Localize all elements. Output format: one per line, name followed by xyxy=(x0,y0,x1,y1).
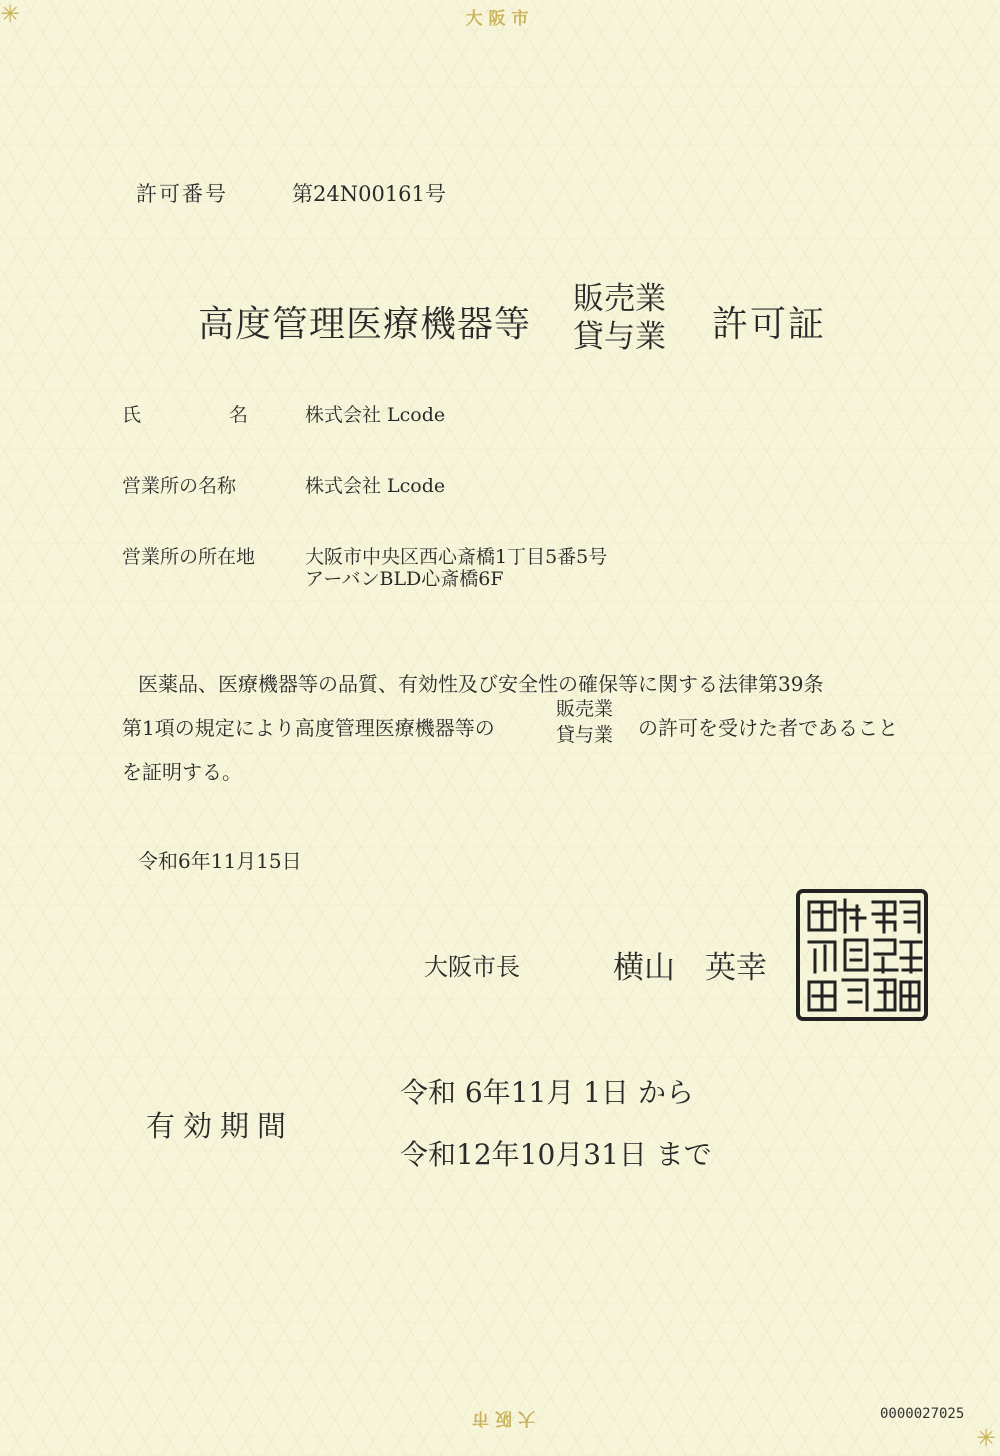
serial-number: 0000027025 xyxy=(880,1406,965,1422)
issuer-given-name: 英幸 xyxy=(705,950,767,986)
validity-to: 令和12年10月31日 まで xyxy=(400,1138,712,1171)
address-line2: アーバンBLD心斎橋6F xyxy=(305,568,504,590)
validity-from: 令和 6年11月 1日 から xyxy=(400,1076,694,1109)
certificate-title-main: 高度管理医療機器等 xyxy=(198,304,532,345)
certificate-title-suffix: 許可証 xyxy=(712,304,827,345)
address-line1: 大阪市中央区西心斎橋1丁目5番5号 xyxy=(305,546,608,568)
license-number: 第24N00161号 xyxy=(292,182,446,206)
body-line1: 医薬品、医療機器等の品質、有効性及び安全性の確保等に関する法律第39条 xyxy=(138,672,824,696)
city-mark-bottom: 大阪市 xyxy=(465,1408,535,1428)
issuer-name xyxy=(613,942,767,987)
name-value: 株式会社 Lcode xyxy=(305,404,446,426)
issuer-title: 大阪市長 xyxy=(424,953,520,981)
certificate-title-type xyxy=(573,280,666,356)
body-line2-b: の許可を受けた者であること xyxy=(638,716,898,740)
city-mark-top: 大阪市 xyxy=(465,9,535,29)
body-line2-type xyxy=(556,696,613,748)
validity-label: 有効期間 xyxy=(146,1109,295,1143)
title-type-line1: 販売業 xyxy=(573,281,666,317)
body-type-line2: 貸与業 xyxy=(556,724,614,746)
body-line2-a: 第1項の規定により高度管理医療機器等の xyxy=(122,716,495,740)
corner-mark-icon: ✳ xyxy=(0,0,21,28)
body-type-line1: 販売業 xyxy=(556,698,614,720)
body-line3: を証明する。 xyxy=(122,760,242,784)
address-label: 営業所の所在地 xyxy=(122,546,256,568)
office-label: 営業所の名称 xyxy=(122,475,237,497)
license-number-label: 許可番号 xyxy=(136,182,228,206)
corner-mark-icon: ✳ xyxy=(976,1424,997,1452)
official-seal-icon xyxy=(795,888,929,1022)
issue-date: 令和6年11月15日 xyxy=(138,849,302,873)
title-type-line2: 貸与業 xyxy=(573,319,666,355)
name-label-2: 名 xyxy=(229,404,249,426)
issuer-surname: 横山 xyxy=(613,950,675,986)
office-value: 株式会社 Lcode xyxy=(305,475,446,497)
name-label-1: 氏 xyxy=(122,404,142,426)
